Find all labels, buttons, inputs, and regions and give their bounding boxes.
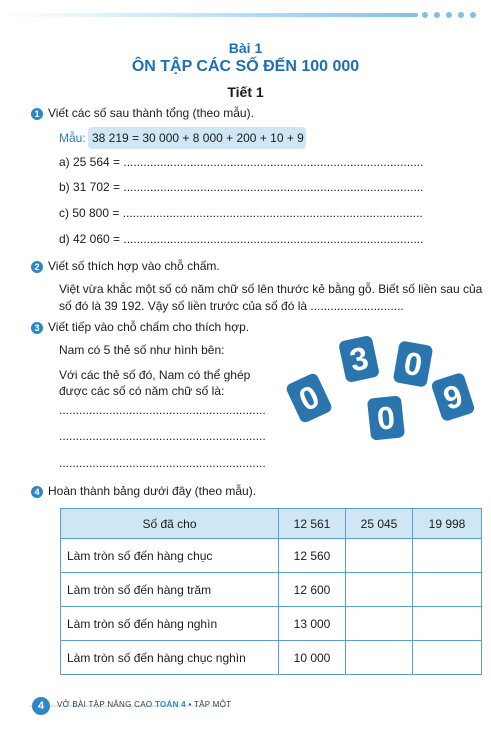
rounding-table xyxy=(60,508,482,675)
lesson-number: Bài 1 xyxy=(228,40,263,56)
table-cell: Làm tròn số đến hàng chục xyxy=(61,539,279,573)
number-card-5: 0 xyxy=(367,395,405,440)
lesson-title: ÔN TẬP CÁC SỐ ĐẾN 100 000 xyxy=(131,58,360,75)
table-header-cell: 12 561 xyxy=(279,509,346,539)
table-cell: 12 560 xyxy=(279,539,346,573)
exercise-1-item-c[interactable]: c) 50 800 = .......................................................................................... xyxy=(59,206,423,220)
exercise-3-answer-line-2[interactable]: .............................................................. xyxy=(59,429,266,443)
exercise-3-prompt: Viết tiếp vào chỗ chấm cho thích hợp. xyxy=(48,320,250,334)
footer-book-subject: TOÁN 4 xyxy=(154,700,186,709)
exercise-1-sample-label: Mẫu: xyxy=(59,131,86,145)
exercise-1-item-a[interactable]: a) 25 564 = .......................................................................................... xyxy=(59,155,424,169)
exercise-3-answer-line-3[interactable]: .............................................................. xyxy=(59,456,266,470)
table-cell: 12 600 xyxy=(279,573,346,607)
number-card-3: 0 xyxy=(393,340,434,387)
header-decoration-dots xyxy=(422,12,476,18)
table-cell: Làm tròn số đến hàng trăm xyxy=(61,573,279,607)
exercise-3-line-2: Với các thẻ số đó, Nam có thể ghép xyxy=(59,368,251,382)
exercise-1-item-b[interactable]: b) 31 702 = .......................................................................................... xyxy=(59,180,424,194)
table-header-cell: 19 998 xyxy=(413,509,482,539)
footer-book-suffix: • TẬP MỘT xyxy=(188,700,232,709)
page-number: 4 xyxy=(32,697,50,715)
table-cell: Làm tròn số đến hàng chục nghìn xyxy=(61,641,279,675)
exercise-3-line-3: được các số có năm chữ số là: xyxy=(59,384,225,398)
exercise-1-sample: 38 219 = 30 000 + 8 000 + 200 + 10 + 9 xyxy=(88,127,306,149)
table-answer-cell[interactable] xyxy=(413,607,482,641)
table-header-row xyxy=(61,509,482,539)
table-row xyxy=(61,641,482,675)
exercise-1-badge: 1 xyxy=(31,108,43,120)
exercise-1-item-d[interactable]: d) 42 060 = .......................................................................................... xyxy=(59,232,424,246)
exercise-3-badge: 3 xyxy=(31,322,43,334)
table-answer-cell[interactable] xyxy=(346,539,413,573)
table-answer-cell[interactable] xyxy=(346,641,413,675)
exercise-2-line-1: Việt vừa khắc một số có năm chữ số lên thước kẻ bằng gỗ. Biết số liền sau của xyxy=(59,282,483,296)
exercise-3-line-1: Nam có 5 thẻ số như hình bên: xyxy=(59,343,225,357)
table-cell: 13 000 xyxy=(279,607,346,641)
exercise-4-prompt: Hoàn thành bảng dưới đây (theo mẫu). xyxy=(48,484,257,498)
footer-book-title xyxy=(57,700,231,709)
table-cell: Làm tròn số đến hàng nghìn xyxy=(61,607,279,641)
table-row xyxy=(61,607,482,641)
table-row xyxy=(61,573,482,607)
number-card-1: 0 xyxy=(285,372,334,424)
exercise-4-badge: 4 xyxy=(31,486,43,498)
exercise-3-answer-line-1[interactable]: .............................................................. xyxy=(59,403,266,417)
header-decoration-bar xyxy=(0,13,418,17)
footer-book-prefix: VỞ BÀI TẬP NÂNG CAO xyxy=(57,700,153,709)
table-cell: 10 000 xyxy=(279,641,346,675)
lesson-period: Tiết 1 xyxy=(227,84,264,100)
table-header-cell: 25 045 xyxy=(346,509,413,539)
table-answer-cell[interactable] xyxy=(413,539,482,573)
table-row xyxy=(61,539,482,573)
table-header-cell: Số đã cho xyxy=(61,509,279,539)
table-answer-cell[interactable] xyxy=(346,573,413,607)
number-card-4: 9 xyxy=(430,372,475,422)
exercise-2-badge: 2 xyxy=(31,261,43,273)
number-card-2: 3 xyxy=(338,335,380,383)
exercise-1-prompt: Viết các số sau thành tổng (theo mẫu). xyxy=(48,106,254,120)
table-answer-cell[interactable] xyxy=(413,573,482,607)
table-answer-cell[interactable] xyxy=(413,641,482,675)
exercise-2-line-2[interactable]: số đó là 39 192. Vậy số liền trước của số đó là ............................ xyxy=(59,299,404,313)
exercise-2-prompt: Viết số thích hợp vào chỗ chấm. xyxy=(48,259,220,273)
table-answer-cell[interactable] xyxy=(346,607,413,641)
